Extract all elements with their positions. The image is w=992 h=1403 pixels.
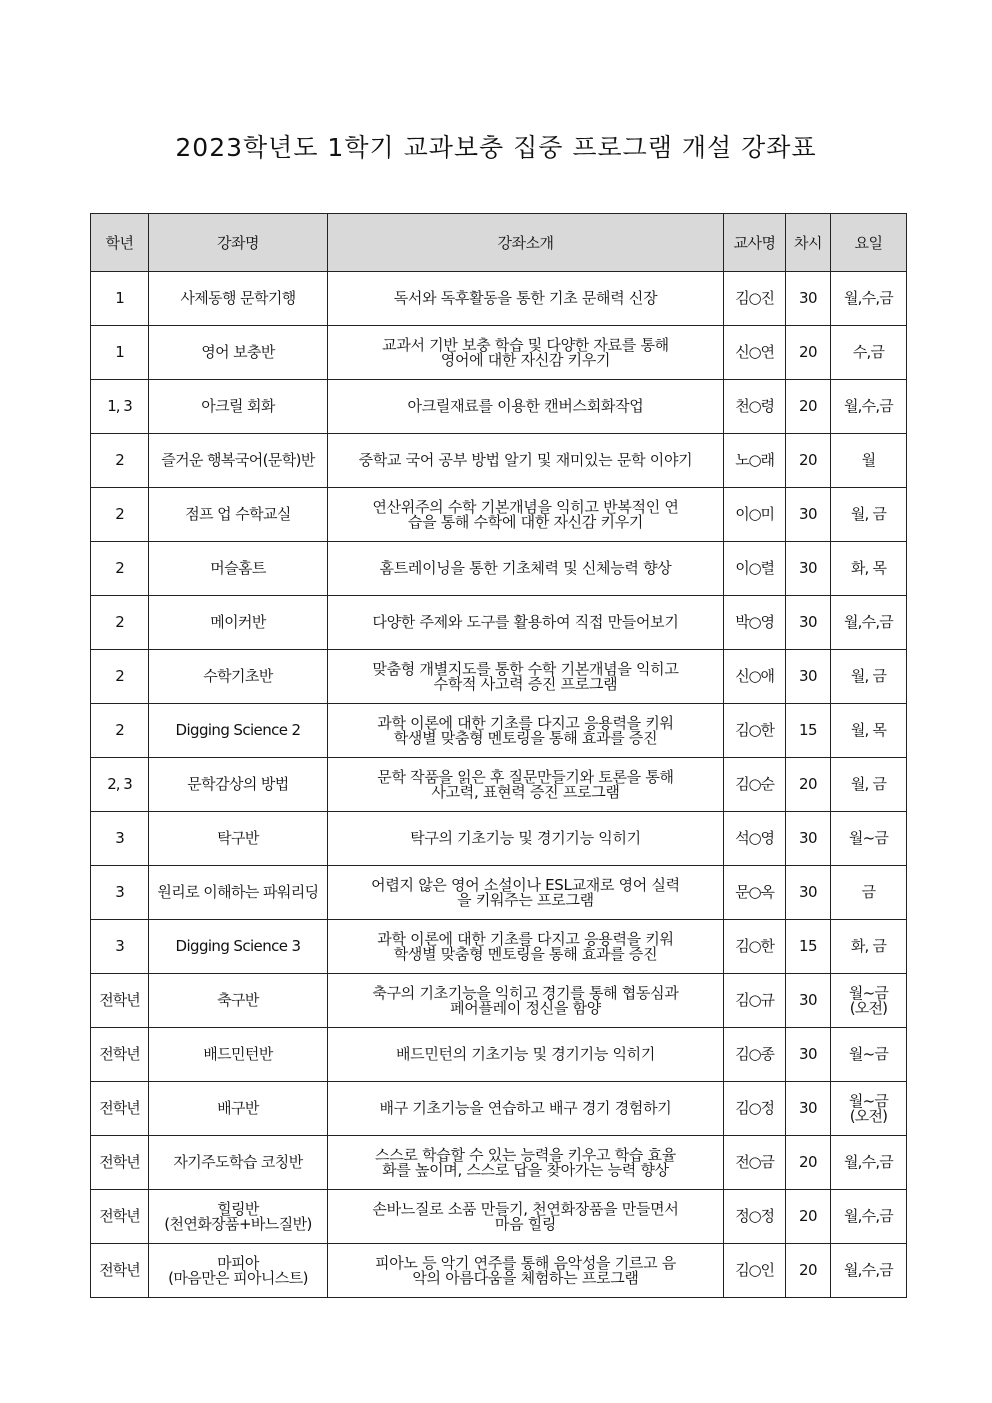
course-description-cell (328, 1244, 724, 1298)
grade-cell-text: 2 (115, 559, 124, 577)
days-cell (831, 974, 907, 1028)
days-cell (831, 920, 907, 974)
grade-cell-text: 전학년 (99, 1099, 140, 1117)
course-name-cell-text: (천연화장품+바느질반) (164, 1214, 312, 1233)
sessions-cell-text: 30 (798, 505, 818, 523)
days-cell (831, 758, 907, 812)
grade-cell-text: 2 (115, 451, 124, 469)
sessions-cell (786, 758, 831, 812)
table-row (91, 1244, 907, 1298)
header-teacher: 교사명 (724, 214, 786, 272)
sessions-cell (786, 380, 831, 434)
teacher-cell (724, 1028, 786, 1082)
course-name-cell (149, 1082, 328, 1136)
course-name-cell (149, 974, 328, 1028)
sessions-cell-text: 20 (798, 343, 818, 361)
grade-cell-text: 1 (115, 343, 124, 361)
days-cell (831, 812, 907, 866)
teacher-cell (724, 812, 786, 866)
teacher-cell-text: 노○래 (735, 451, 774, 469)
grade-cell (91, 596, 149, 650)
sessions-cell-text: 30 (798, 1045, 818, 1063)
days-cell (831, 704, 907, 758)
table-row (91, 380, 907, 434)
teacher-cell-text: 김○순 (735, 775, 774, 793)
course-name-cell-text: 즐거운 행복국어(문학)반 (161, 451, 315, 469)
course-name-cell (149, 272, 328, 326)
course-name-cell (149, 1190, 328, 1244)
days-cell (831, 1190, 907, 1244)
course-description-cell-text: 축구의 기초기능을 익히고 경기를 통해 협동심과 (372, 983, 679, 1002)
course-name-cell (149, 650, 328, 704)
teacher-cell (724, 326, 786, 380)
grade-cell-text: 3 (115, 829, 124, 847)
days-cell-text: 월,수,금 (843, 1261, 893, 1279)
grade-cell-text: 2 (115, 613, 124, 631)
teacher-cell (724, 920, 786, 974)
grade-cell-text: 전학년 (99, 1153, 140, 1171)
course-description-cell-text: 악의 아름다움을 체험하는 프로그램 (412, 1268, 639, 1287)
course-name-cell-text: 메이커반 (210, 613, 266, 631)
grade-cell (91, 866, 149, 920)
course-name-cell (149, 758, 328, 812)
sessions-cell (786, 1028, 831, 1082)
course-description-cell (328, 1136, 724, 1190)
teacher-cell-text: 김○인 (735, 1261, 774, 1279)
teacher-cell-text: 김○한 (735, 937, 774, 955)
course-description-cell-text: 탁구의 기초기능 및 경기기능 익히기 (410, 829, 641, 847)
days-cell-text: 월,수,금 (843, 1207, 893, 1225)
teacher-cell (724, 596, 786, 650)
grade-cell (91, 272, 149, 326)
course-name-cell (149, 434, 328, 488)
course-description-cell-text: 배구 기초기능을 연습하고 배구 경기 경험하기 (379, 1099, 672, 1117)
course-description-cell-text: 영어에 대한 자신감 키우기 (440, 350, 611, 369)
course-description-cell-text: 학생별 맞춤형 멘토링을 통해 효과를 증진 (393, 944, 658, 963)
course-description-cell-text: 마음 힐링 (494, 1214, 557, 1233)
teacher-cell (724, 1190, 786, 1244)
days-cell (831, 488, 907, 542)
sessions-cell-text: 20 (798, 1207, 818, 1225)
teacher-cell (724, 758, 786, 812)
course-description-cell-text: 과학 이론에 대한 기초를 다지고 응용력을 키워 (377, 929, 674, 948)
course-name-cell (149, 1028, 328, 1082)
table-body (91, 272, 907, 1298)
days-cell (831, 542, 907, 596)
course-description-cell-text: 피아노 등 악기 연주를 통해 음악성을 기르고 음 (375, 1253, 676, 1272)
course-description-cell-text: 문학 작품을 읽은 후 질문만들기와 토론을 통해 (377, 767, 674, 786)
table-row (91, 1028, 907, 1082)
days-cell (831, 596, 907, 650)
course-description-cell-text: 독서와 독후활동을 통한 기초 문해력 신장 (393, 289, 658, 307)
table-row (91, 974, 907, 1028)
grade-cell (91, 542, 149, 596)
course-description-cell (328, 272, 724, 326)
course-description-cell-text: 교과서 기반 보충 학습 및 다양한 자료를 통해 (382, 335, 669, 354)
grade-cell-text: 2, 3 (107, 775, 132, 793)
days-cell (831, 1028, 907, 1082)
course-name-cell (149, 1136, 328, 1190)
teacher-cell-text: 이○미 (735, 505, 774, 523)
sessions-cell (786, 596, 831, 650)
course-description-cell (328, 542, 724, 596)
grade-cell-text: 2 (115, 505, 124, 523)
sessions-cell (786, 326, 831, 380)
days-cell (831, 380, 907, 434)
course-description-cell-text: 습을 통해 수학에 대한 자신감 키우기 (407, 512, 644, 531)
course-description-cell (328, 380, 724, 434)
days-cell-text: 금 (861, 883, 876, 901)
teacher-cell-text: 정○정 (735, 1207, 774, 1225)
days-cell-text: 월~금 (848, 1091, 889, 1110)
course-description-cell-text: 맞춤형 개별지도를 통한 수학 기본개념을 익히고 (372, 659, 679, 678)
teacher-cell-text: 김○종 (735, 1045, 774, 1063)
grade-cell (91, 1082, 149, 1136)
course-description-cell-text: 과학 이론에 대한 기초를 다지고 응용력을 키워 (377, 713, 674, 732)
grade-cell (91, 758, 149, 812)
teacher-cell (724, 380, 786, 434)
table-row (91, 272, 907, 326)
days-cell-text: 월,수,금 (843, 289, 893, 307)
sessions-cell-text: 30 (798, 991, 818, 1009)
course-description-cell (328, 650, 724, 704)
course-name-cell-text: 사제동행 문학기행 (180, 289, 296, 307)
days-cell-text: 월, 금 (850, 667, 887, 685)
sessions-cell-text: 15 (798, 721, 818, 739)
header-sessions: 차시 (786, 214, 831, 272)
header-grade: 학년 (91, 214, 149, 272)
teacher-cell (724, 650, 786, 704)
teacher-cell-text: 천○령 (735, 397, 774, 415)
sessions-cell (786, 704, 831, 758)
course-description-cell-text: 손바느질로 소품 만들기, 천연화장품을 만들면서 (372, 1199, 679, 1218)
teacher-cell-text: 석○영 (735, 829, 774, 847)
sessions-cell (786, 650, 831, 704)
grade-cell (91, 488, 149, 542)
table-row (91, 596, 907, 650)
course-name-cell-text: Digging Science 2 (175, 721, 301, 739)
grade-cell-text: 전학년 (99, 1045, 140, 1063)
grade-cell-text: 3 (115, 937, 124, 955)
course-name-cell-text: 배드민턴반 (203, 1045, 273, 1063)
days-cell-text: (오전) (849, 1106, 888, 1125)
grade-cell-text: 2 (115, 667, 124, 685)
course-description-cell (328, 758, 724, 812)
sessions-cell (786, 812, 831, 866)
sessions-cell-text: 30 (798, 289, 818, 307)
course-name-cell (149, 380, 328, 434)
course-name-cell-text: 점프 업 수학교실 (185, 505, 291, 523)
days-cell-text: 월, 금 (850, 775, 887, 793)
teacher-cell-text: 신○연 (735, 343, 774, 361)
days-cell (831, 272, 907, 326)
sessions-cell-text: 30 (798, 613, 818, 631)
teacher-cell-text: 이○렬 (735, 559, 774, 577)
teacher-cell (724, 1082, 786, 1136)
course-description-cell (328, 920, 724, 974)
days-cell (831, 434, 907, 488)
sessions-cell (786, 272, 831, 326)
page-title: 2023학년도 1학기 교과보충 집중 프로그램 개설 강좌표 (175, 133, 817, 162)
sessions-cell (786, 920, 831, 974)
course-description-cell (328, 704, 724, 758)
course-description-cell-text: 배드민턴의 기초기능 및 경기기능 익히기 (395, 1045, 656, 1063)
course-name-cell-text: 수학기초반 (203, 667, 273, 685)
sessions-cell-text: 30 (798, 559, 818, 577)
days-cell (831, 1082, 907, 1136)
grade-cell (91, 380, 149, 434)
sessions-cell-text: 20 (798, 397, 818, 415)
sessions-cell-text: 20 (798, 451, 818, 469)
sessions-cell-text: 15 (798, 937, 818, 955)
course-description-cell-text: 화를 높이며, 스스로 답을 찾아가는 능력 향상 (382, 1160, 669, 1179)
days-cell (831, 1136, 907, 1190)
sessions-cell-text: 20 (798, 1153, 818, 1171)
course-name-cell-text: 자기주도학습 코칭반 (173, 1153, 303, 1171)
sessions-cell-text: 30 (798, 667, 818, 685)
course-description-cell-text: 어렵지 않은 영어 소설이나 ESL교재로 영어 실력 (371, 875, 680, 894)
course-name-cell (149, 596, 328, 650)
sessions-cell (786, 974, 831, 1028)
course-name-cell-text: 아크릴 회화 (201, 397, 275, 415)
course-description-cell-text: 페어플레이 정신을 함양 (450, 998, 601, 1017)
course-description-cell (328, 1082, 724, 1136)
sessions-cell (786, 488, 831, 542)
course-description-cell (328, 434, 724, 488)
table-row (91, 650, 907, 704)
table-row (91, 1190, 907, 1244)
days-cell-text: 월 (861, 451, 876, 469)
table-row (91, 812, 907, 866)
table-row (91, 866, 907, 920)
table-row (91, 326, 907, 380)
table-row (91, 920, 907, 974)
course-name-cell-text: Digging Science 3 (175, 937, 301, 955)
grade-cell-text: 전학년 (99, 1261, 140, 1279)
teacher-cell-text: 신○애 (735, 667, 774, 685)
days-cell-text: 월~금 (848, 1045, 889, 1063)
grade-cell (91, 704, 149, 758)
days-cell (831, 866, 907, 920)
teacher-cell (724, 542, 786, 596)
course-name-cell-text: 축구반 (217, 991, 259, 1009)
header-course-description: 강좌소개 (328, 214, 724, 272)
days-cell-text: 화, 금 (850, 937, 887, 955)
grade-cell-text: 1 (115, 289, 124, 307)
teacher-cell (724, 272, 786, 326)
grade-cell-text: 전학년 (99, 991, 140, 1009)
course-name-cell-text: 문학감상의 방법 (187, 775, 289, 793)
teacher-cell-text: 김○정 (735, 1099, 774, 1117)
header-days: 요일 (831, 214, 907, 272)
sessions-cell (786, 1082, 831, 1136)
days-cell-text: 월~금 (848, 983, 889, 1002)
grade-cell (91, 1244, 149, 1298)
course-schedule-table (90, 213, 907, 1298)
days-cell (831, 1244, 907, 1298)
course-description-cell (328, 1028, 724, 1082)
days-cell-text: 월, 금 (850, 505, 887, 523)
sessions-cell (786, 1244, 831, 1298)
teacher-cell (724, 488, 786, 542)
teacher-cell (724, 704, 786, 758)
grade-cell-text: 2 (115, 721, 124, 739)
teacher-cell (724, 1244, 786, 1298)
sessions-cell (786, 866, 831, 920)
course-name-cell (149, 704, 328, 758)
course-description-cell (328, 1190, 724, 1244)
days-cell-text: 월,수,금 (843, 397, 893, 415)
table-row (91, 704, 907, 758)
teacher-cell (724, 974, 786, 1028)
course-name-cell (149, 920, 328, 974)
course-name-cell-text: 배구반 (217, 1099, 259, 1117)
days-cell-text: 월,수,금 (843, 1153, 893, 1171)
course-description-cell (328, 974, 724, 1028)
table-header-row (91, 214, 907, 272)
course-name-cell-text: 마피아 (217, 1253, 259, 1272)
course-name-cell (149, 326, 328, 380)
days-cell-text: (오전) (849, 998, 888, 1017)
table-row (91, 1082, 907, 1136)
grade-cell-text: 전학년 (99, 1207, 140, 1225)
course-description-cell (328, 596, 724, 650)
days-cell (831, 650, 907, 704)
course-description-cell-text: 연산위주의 수학 기본개념을 익히고 반복적인 연 (372, 497, 679, 516)
grade-cell-text: 3 (115, 883, 124, 901)
days-cell (831, 326, 907, 380)
course-name-cell (149, 488, 328, 542)
grade-cell (91, 650, 149, 704)
sessions-cell-text: 30 (798, 883, 818, 901)
grade-cell (91, 1190, 149, 1244)
table-row (91, 542, 907, 596)
table-row (91, 434, 907, 488)
course-description-cell-text: 학생별 맞춤형 멘토링을 통해 효과를 증진 (393, 728, 658, 747)
course-name-cell (149, 1244, 328, 1298)
sessions-cell (786, 1136, 831, 1190)
course-name-cell-text: 탁구반 (217, 829, 259, 847)
course-description-cell-text: 아크릴재료를 이용한 캔버스회화작업 (407, 397, 644, 415)
course-description-cell-text: 을 키워주는 프로그램 (457, 890, 594, 909)
grade-cell (91, 1028, 149, 1082)
teacher-cell-text: 문○옥 (735, 883, 774, 901)
teacher-cell-text: 김○진 (735, 289, 774, 307)
course-name-cell (149, 866, 328, 920)
sessions-cell (786, 542, 831, 596)
course-name-cell (149, 542, 328, 596)
course-description-cell-text: 다양한 주제와 도구를 활용하여 직접 만들어보기 (372, 613, 679, 631)
teacher-cell-text: 김○규 (735, 991, 774, 1009)
sessions-cell (786, 434, 831, 488)
course-description-cell-text: 수학적 사고력 증진 프로그램 (433, 674, 618, 693)
course-description-cell (328, 812, 724, 866)
table-row (91, 758, 907, 812)
grade-cell (91, 1136, 149, 1190)
grade-cell (91, 920, 149, 974)
course-name-cell-text: 머슬홈트 (210, 559, 266, 577)
sessions-cell (786, 1190, 831, 1244)
course-description-cell-text: 홈트레이닝을 통한 기초체력 및 신체능력 향상 (379, 559, 672, 577)
grade-cell-text: 1, 3 (107, 397, 132, 415)
grade-cell (91, 812, 149, 866)
grade-cell (91, 434, 149, 488)
days-cell-text: 월~금 (848, 829, 889, 847)
table-row (91, 1136, 907, 1190)
sessions-cell-text: 20 (798, 775, 818, 793)
course-name-cell-text: 힐링반 (217, 1199, 259, 1218)
grade-cell (91, 326, 149, 380)
teacher-cell (724, 434, 786, 488)
grade-cell (91, 974, 149, 1028)
course-name-cell-text: 원리로 이해하는 파워리딩 (157, 883, 319, 901)
days-cell-text: 화, 목 (850, 559, 887, 577)
course-description-cell-text: 중학교 국어 공부 방법 알기 및 재미있는 문학 이야기 (358, 451, 693, 469)
days-cell-text: 월, 목 (850, 721, 887, 739)
course-name-cell (149, 812, 328, 866)
course-description-cell (328, 866, 724, 920)
course-description-cell-text: 스스로 학습할 수 있는 능력을 키우고 학습 효율 (375, 1145, 676, 1164)
course-description-cell (328, 326, 724, 380)
sessions-cell-text: 30 (798, 829, 818, 847)
teacher-cell-text: 김○한 (735, 721, 774, 739)
teacher-cell-text: 전○금 (735, 1153, 774, 1171)
sessions-cell-text: 30 (798, 1099, 818, 1117)
course-description-cell (328, 488, 724, 542)
course-name-cell-text: (마음만은 피아니스트) (168, 1268, 308, 1287)
sessions-cell-text: 20 (798, 1261, 818, 1279)
days-cell-text: 월,수,금 (843, 613, 893, 631)
days-cell-text: 수,금 (852, 343, 885, 361)
teacher-cell (724, 1136, 786, 1190)
course-description-cell-text: 사고력, 표현력 증진 프로그램 (431, 782, 620, 801)
table-row (91, 488, 907, 542)
teacher-cell-text: 박○영 (735, 613, 774, 631)
header-course-name: 강좌명 (149, 214, 328, 272)
teacher-cell (724, 866, 786, 920)
course-name-cell-text: 영어 보충반 (201, 343, 275, 361)
